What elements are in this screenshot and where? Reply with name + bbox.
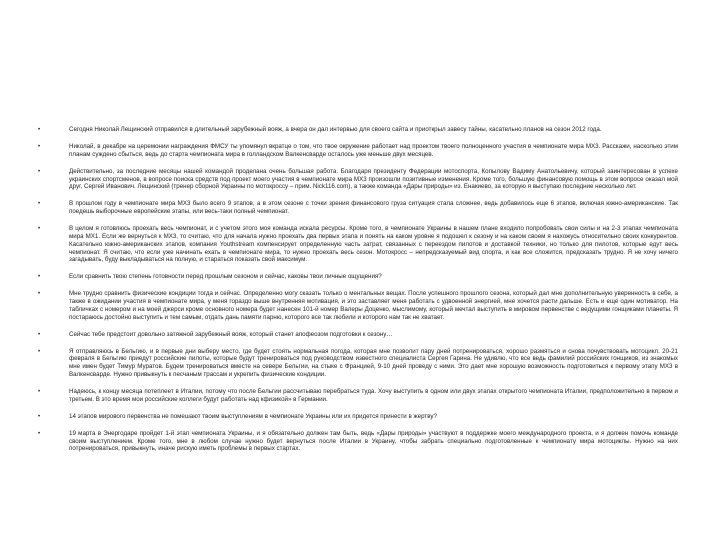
paragraph-text: В прошлом году в чемпионате мира МХ3 было всего 9 этапов, а в этом сезоне с точки зрения финансового груза ситуация стала сложнее, ведь добавилось еще 6 этапов, включая южно-американские. Так поедешь выборочные европейские этапы, или весь-таки полный чемпионат. (69, 200, 678, 216)
paragraph-text: В целом я готовлюсь проехать весь чемпионат, и с учетом этого моя команда искала ресурсы. Кроме того, в чемпионате Украины в нашем плане входило попробовать свои силы и на 2-3 этапах чемпионата мира МХ1. Если же вернуться к МХ3, то считаю, что для начала нужно проехать два первых этапа и понять на каком уровне я подошел к сезону и на каком своем я нахожусь относительно своих конкурентов. Касательно южно-американских этапов, компания Youthstream компенсирует определенную часть затрат, связанных с переездом пилотов и доставкой техники, но только для пилотов, которые едут весь чемпионат. Я считаю, что если уже начинать ехать в чемпионате мира, то нужно проехать весь сезон. Мотокросс – непредсказуемый вид спорта, и как все сложится, предсказать трудно. Я не хочу ничего загадывать, буду выкладываться на полную, и стараться показать свой максимум. (69, 225, 678, 264)
bullet-icon: • (38, 167, 41, 175)
paragraph-text: 14 этапов мирового первенства не помешают твоим выступлениям в чемпионате Украины или их придется принести в жертву? (69, 412, 437, 420)
bullet-icon: • (38, 347, 41, 355)
paragraph-text: Я отправляюсь в Бельгию, и в первые дни выберу место, где будет стоять нормальная погода, которая мне позволит пару дней потренироваться, хорошо размяться и снова почувствовать мотоцикл. 20-21 февраля в Бельгию приедут российские пилоты, которые будут тренироваться под руководством известного специалиста Сергея Гарина. Не удивлю, что все ведь фамилий российских гонщиков, из знакомых мне имен будет Тимур Муратов. Будем тренироваться вместе на севере Бельгии, на стыке с Францией, 9-10 дней проведу с ними. Это дает мне хорошую возможность подготовиться к первому этапу МХ3 в Валкенсварде. Нужно привыкнуть к песчаным трассам и укрепить физические кондиции. (69, 347, 678, 379)
list-item (38, 290, 678, 321)
list-item (38, 200, 678, 216)
paragraph-text: Если сравнить твою степень готовности перед прошлым сезоном и сейчас, каковы твои личные ощущения? (69, 273, 382, 281)
paragraph-text: Сегодня Николай Лещинский отправился в длительный зарубежный вояж, а вчера он дал интервью для своего сайта и приоткрыл завесу тайны, касательно планов на сезон 2012 года. (69, 126, 602, 133)
list-item (38, 273, 678, 281)
bullet-icon: • (38, 200, 41, 208)
list-item (38, 331, 678, 339)
paragraph-text: Сейчас тебе предстоит довольно затяжной зарубежный вояж, который станет апофеозом подготовки к сезону… (69, 330, 393, 338)
list-item (38, 225, 678, 264)
list-item (38, 143, 678, 159)
list-item (38, 348, 678, 379)
bullet-icon: • (38, 273, 41, 281)
list-item (38, 168, 678, 191)
paragraph-text: Надеюсь, к концу месяца потеплеет в Италии, потому что после Бельгии рассчитываю перебраться туда. Хочу выступить в одном или двух этапах открытого чемпионата Италии, предположительно в первом и третьем. В это время мои российские коллеги будут работать над кфизикой» в Германии. (69, 388, 678, 403)
bullet-icon: • (38, 429, 41, 437)
bullet-list (38, 126, 678, 462)
list-item (38, 388, 678, 404)
list-item (38, 126, 678, 134)
paragraph-text: Действительно, за последние месяцы нашей командой проделана очень большая работа. Благодаря президенту Федерации мотоспорта, Копылову Вадиму Анатольевичу, который заинтересован в успехе украинских спортсменов, в вопросе поиска средств под проект моего участия в чемпионате мира МХ3 произошли позитивные изменения. Кроме того, большую финансовую помощь в этом вопросе оказал мой друг, Сергей Иванович. Лещинский (тренер сборной Украины по мотокроссу – прим. Nick116.com), а также команда «Дары природы» из. Енакиево, за которую я выступаю последние несколько лет. (69, 167, 678, 191)
bullet-icon: • (38, 142, 41, 150)
bullet-icon: • (38, 412, 41, 420)
bullet-icon: • (38, 126, 41, 133)
paragraph-text: 19 марта в Энергодаре пройдет 1-й этап чемпионата Украины, и я обязательно должен там быть, ведь «Дары природы» участвуют в поддержке моего международного проекта, и я должен помочь команде своим выступлением. Кроме того, мне в любом случае нужно будет вернуться после Италии в Украину, чтобы забрать специально подготовленные к чемпионату мира мотоциклы. Нужно на них потренироваться, привыкнуть, иначе рискую иметь проблемы в первых стартах. (69, 429, 678, 453)
list-item (38, 413, 678, 421)
bullet-icon: • (38, 290, 41, 298)
bullet-icon: • (38, 330, 41, 338)
list-item (38, 430, 678, 453)
paragraph-text: Мне трудно сравнить физические кондиции тогда и сейчас. Определенно могу сказать только о ментальных вещах. После успешного прошлого сезона, который дал мне дополнительную уверенность в себе, а также в ожидании участия в чемпионате мира, у меня гораздо выше внутренняя мотивация, и это заставляет меня работать с удвоенной энергией, мне хочется расти дальше. Есть и еще один мотиватор. На табличках с номером и на моей джерси кроме основного номера будет нанесен 101-й номер Валеры Доценко, мыслимому, который мечтал выступить в мировом первенстве с ведущими гонщиками планеты. Я постараюсь достойно выступить и тем самым, отдать дань памяти парню, которого все так любили и которого нам так не хватает. (69, 290, 678, 321)
bullet-icon: • (38, 388, 41, 396)
paragraph-text: Николай, в декабре на церемонии награждения ФМСУ ты упомянул вкратце о том, что твое окружение работает над проектом твоего полноценного участия в чемпионате мира МХ3. Расскажи, насколько этим планам суждено сбыться, ведь до старта чемпионата мира в голландском Валкенсварде осталось уже меньше двух месяцев. (69, 142, 678, 158)
bullet-icon: • (38, 225, 41, 233)
